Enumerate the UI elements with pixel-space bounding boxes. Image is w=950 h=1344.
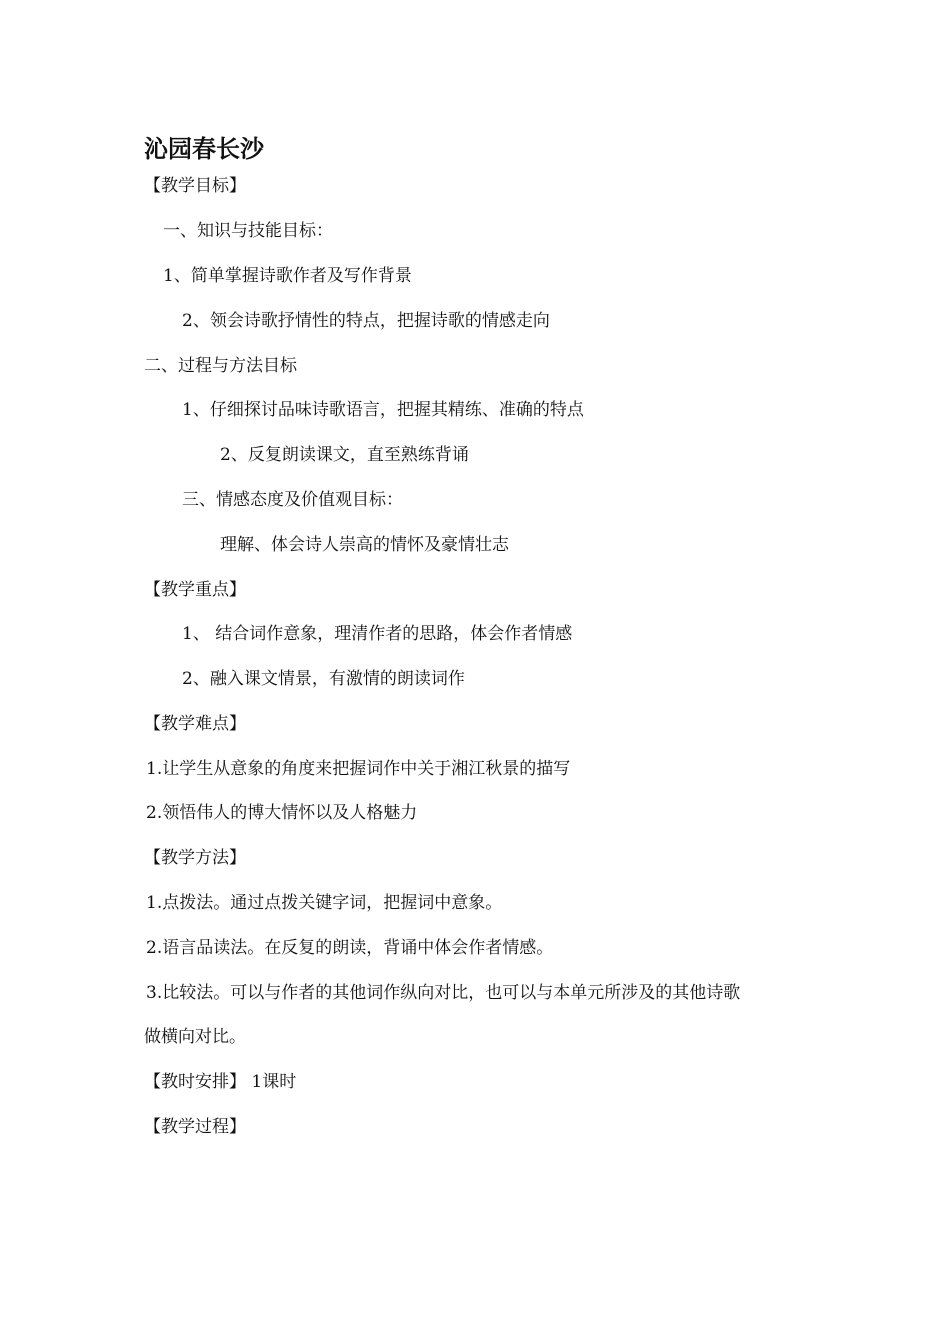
section-heading-key-points: 【教学重点】 — [144, 580, 246, 600]
list-item: 1.让学生从意象的角度来把握词作中关于湘江秋景的描写 — [146, 759, 571, 779]
section-heading-difficulties: 【教学难点】 — [144, 714, 246, 734]
list-item: 理解、体会诗人崇高的情怀及豪情壮志 — [220, 535, 509, 555]
section-heading-process: 【教学过程】 — [144, 1117, 246, 1137]
subheading-emotion-values: 三、情感态度及价值观目标： — [182, 490, 403, 510]
list-item: 2、融入课文情景，有激情的朗读词作 — [182, 669, 465, 689]
section-heading-schedule: 【教时安排】 1课时 — [144, 1072, 297, 1092]
list-item: 2、领会诗歌抒情性的特点，把握诗歌的情感走向 — [182, 311, 550, 331]
list-item-continuation: 做横向对比。 — [144, 1027, 246, 1047]
list-item: 2.语言品读法。在反复的朗读，背诵中体会作者情感。 — [146, 938, 554, 958]
list-item: 2.领悟伟人的博大情怀以及人格魅力 — [146, 803, 418, 823]
section-heading-objectives: 【教学目标】 — [144, 176, 246, 196]
list-item: 3.比较法。可以与作者的其他词作纵向对比，也可以与本单元所涉及的其他诗歌 — [146, 983, 741, 1003]
list-item: 1.点拨法。通过点拨关键字词，把握词中意象。 — [146, 893, 503, 913]
list-item: 1、仔细探讨品味诗歌语言，把握其精练、准确的特点 — [182, 400, 584, 420]
list-item: 1、简单掌握诗歌作者及写作背景 — [163, 266, 412, 286]
document-title: 沁园春长沙 — [144, 135, 264, 163]
list-item: 2、反复朗读课文，直至熟练背诵 — [220, 445, 469, 465]
list-item: 1、 结合词作意象，理清作者的思路，体会作者情感 — [182, 624, 573, 644]
section-heading-methods: 【教学方法】 — [144, 848, 246, 868]
subheading-process-method: 二、过程与方法目标 — [144, 356, 297, 376]
subheading-knowledge-skills: 一、知识与技能目标： — [163, 221, 333, 241]
